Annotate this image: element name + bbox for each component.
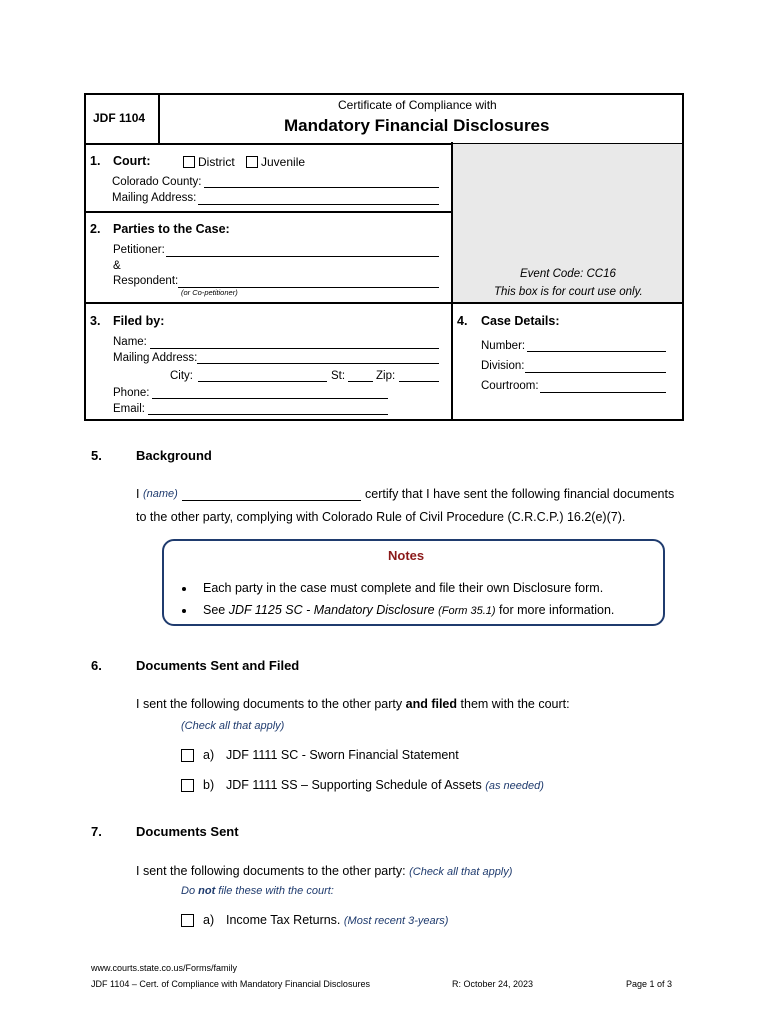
- section7-donot-b: file these with the court:: [218, 885, 334, 897]
- petitioner-field[interactable]: [166, 256, 439, 257]
- form-subtitle: Certificate of Compliance with: [338, 98, 497, 112]
- section-divider-1-2: [84, 211, 453, 213]
- notes-item-1: Each party in the case must complete and file their own Disclosure form.: [203, 581, 604, 595]
- section7-num: 7.: [91, 824, 102, 839]
- court-mailing-field[interactable]: [198, 204, 439, 205]
- section6-intro-b: them with the court:: [460, 697, 570, 711]
- item-6b-label: JDF 1111 SS – Supporting Schedule of Assets: [226, 778, 482, 792]
- section6-intro-bold: and filed: [405, 697, 458, 711]
- phone-label: Phone:: [113, 387, 150, 399]
- petitioner-label: Petitioner:: [113, 244, 165, 256]
- section2-num: 2.: [90, 222, 101, 236]
- section7-donot: [181, 886, 334, 897]
- courtroom-field[interactable]: [540, 392, 666, 393]
- section6-check-all: (Check all that apply): [181, 720, 285, 732]
- item-7a-label: Income Tax Returns.: [226, 913, 341, 927]
- section5-num: 5.: [91, 448, 102, 463]
- city-field[interactable]: [198, 381, 327, 382]
- email-label: Email:: [113, 403, 145, 415]
- section1-num: 1.: [90, 154, 101, 168]
- section6-intro: [136, 698, 570, 711]
- division-label: Division:: [481, 360, 525, 372]
- section6-intro-a: I sent the following documents to the other party: [136, 697, 403, 711]
- county-field[interactable]: [204, 187, 439, 188]
- notes-item-2: [203, 604, 614, 617]
- notes-title: Notes: [388, 548, 425, 563]
- tax-returns-checkbox[interactable]: [181, 914, 194, 927]
- item-6b-note: (as needed): [485, 780, 544, 792]
- cert-i: I: [136, 487, 140, 501]
- docs-sent-filed-heading: Documents Sent and Filed: [136, 658, 300, 673]
- state-field[interactable]: [348, 381, 373, 382]
- notes-bullet-2: [182, 609, 186, 613]
- docs-sent-heading: Documents Sent: [136, 824, 239, 839]
- section-divider-row: [84, 302, 682, 304]
- cert-name-field[interactable]: [182, 500, 361, 501]
- respondent-label: Respondent:: [113, 275, 179, 287]
- zip-label: Zip:: [376, 370, 396, 382]
- section3-num: 3.: [90, 314, 101, 328]
- notes-item-2-suffix: for more information.: [499, 603, 615, 617]
- co-petitioner-note: (or Co-petitioner): [181, 288, 238, 297]
- item-6a-letter: a): [203, 748, 215, 762]
- cert-line2: to the other party, complying with Colorado Rule of Civil Procedure (C.R.C.P.) 16.2(e)(7).: [136, 510, 626, 524]
- section7-intro-text: I sent the following documents to the other party:: [136, 864, 406, 878]
- court-use-note: This box is for court use only.: [494, 286, 643, 298]
- item-7a-note: (Most recent 3-years): [343, 915, 449, 927]
- cert-text: certify that I have sent the following financial documents: [365, 487, 675, 501]
- background-heading: Background: [136, 448, 212, 463]
- form-id: JDF 1104: [93, 111, 146, 125]
- case-number-field[interactable]: [527, 351, 666, 352]
- courtroom-label: Courtroom:: [481, 380, 539, 392]
- item-7a-letter: a): [203, 913, 215, 927]
- footer-revision: R: October 24, 2023: [452, 979, 534, 989]
- name-label: Name:: [113, 336, 147, 348]
- section7-donot-a: Do: [181, 885, 196, 897]
- case-number-label: Number:: [481, 340, 526, 352]
- court-mailing-label: Mailing Address:: [112, 192, 197, 204]
- section4-num: 4.: [457, 314, 468, 328]
- section7-donot-bold: not: [198, 885, 216, 897]
- zip-field[interactable]: [399, 381, 439, 382]
- filer-mailing-field[interactable]: [197, 363, 439, 364]
- item-6b: [226, 779, 544, 792]
- notes-bullet-1: [182, 587, 186, 591]
- case-details-label: Case Details:: [481, 314, 560, 328]
- district-checkbox[interactable]: [183, 156, 195, 168]
- notes-item-2-prefix: See: [203, 603, 226, 617]
- district-label: District: [198, 155, 235, 169]
- item-7a: [226, 914, 448, 927]
- division-field[interactable]: [525, 372, 666, 373]
- header-divider: [158, 93, 160, 143]
- filed-by-label: Filed by:: [113, 314, 165, 328]
- phone-field[interactable]: [152, 398, 388, 399]
- email-field[interactable]: [148, 414, 388, 415]
- vertical-divider: [451, 142, 453, 421]
- supporting-schedule-checkbox[interactable]: [181, 779, 194, 792]
- footer-form-line: JDF 1104 – Cert. of Compliance with Mandatory Financial Disclosures: [91, 979, 370, 989]
- court-label: Court:: [113, 154, 151, 168]
- section7-check-all: (Check all that apply): [409, 866, 513, 878]
- parties-label: Parties to the Case:: [113, 222, 230, 236]
- footer-page: Page 1 of 3: [626, 979, 673, 989]
- filer-mailing-label: Mailing Address:: [113, 352, 198, 364]
- juvenile-label: Juvenile: [261, 155, 306, 169]
- item-6b-letter: b): [203, 778, 215, 792]
- page-title: Mandatory Financial Disclosures: [284, 116, 550, 135]
- notes-item-2-form-name: JDF 1125 SC - Mandatory Disclosure: [228, 603, 435, 617]
- section6-num: 6.: [91, 658, 102, 673]
- notes-item-2-form-number: (Form 35.1): [438, 605, 496, 617]
- state-label: St:: [331, 370, 346, 382]
- footer-url: www.courts.state.co.us/Forms/family: [91, 963, 238, 973]
- city-label: City:: [170, 370, 193, 382]
- event-code: Event Code: CC16: [520, 268, 616, 280]
- cert-name-hint: (name): [143, 488, 178, 500]
- item-6a-label: JDF 1111 SC - Sworn Financial Statement: [226, 748, 459, 762]
- ampersand-label: &: [113, 260, 121, 272]
- county-label: Colorado County:: [112, 176, 202, 188]
- section7-intro: [136, 865, 512, 878]
- sworn-statement-checkbox[interactable]: [181, 749, 194, 762]
- juvenile-checkbox[interactable]: [246, 156, 258, 168]
- name-field[interactable]: [150, 348, 439, 349]
